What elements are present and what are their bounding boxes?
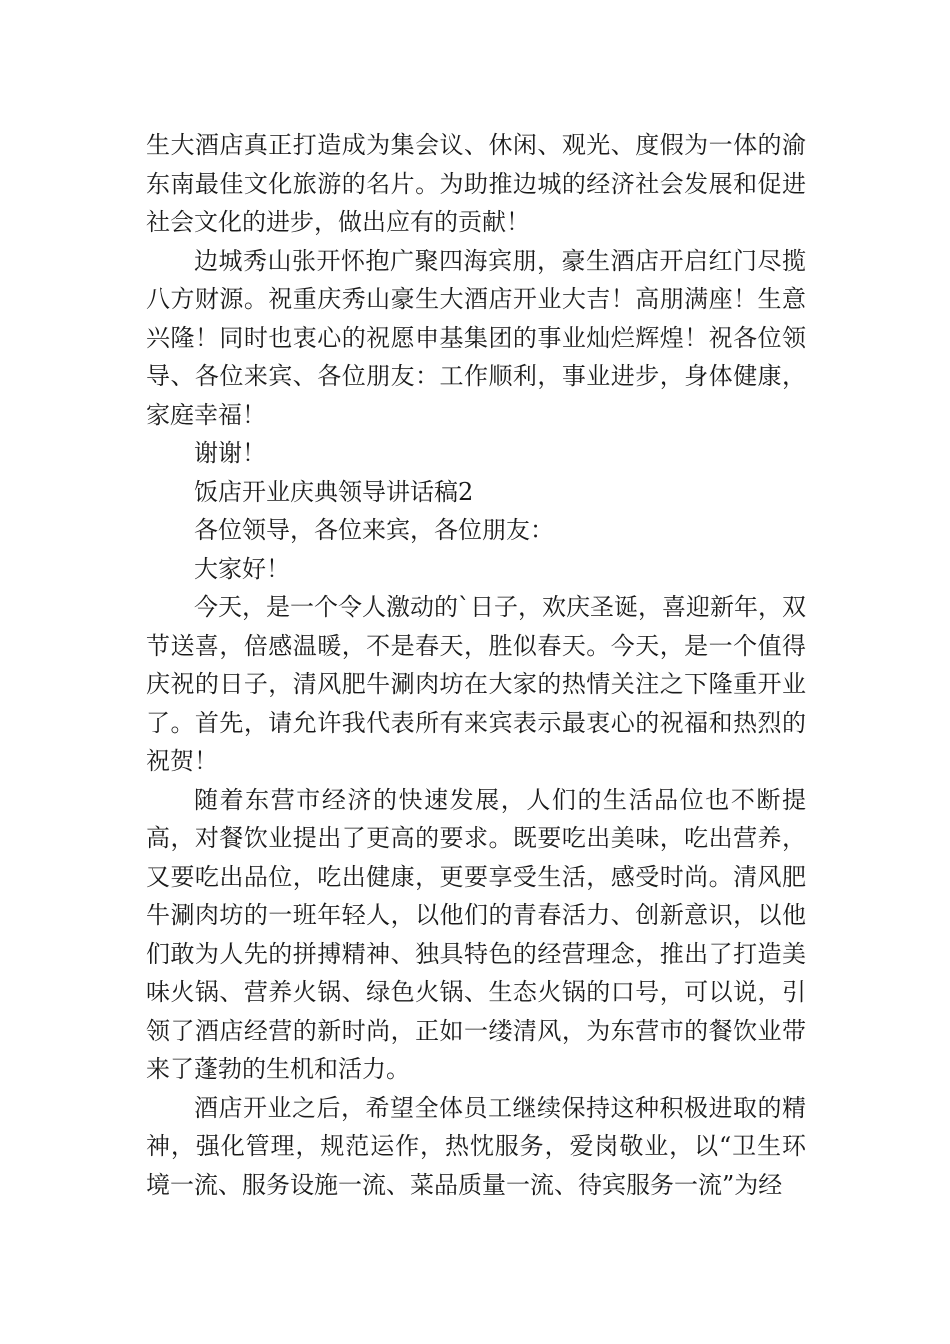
- salutation: 各位领导，各位来宾，各位朋友：: [194, 516, 554, 544]
- document-body: [146, 126, 806, 1204]
- greeting: 大家好！: [194, 554, 290, 583]
- paragraph-1: 生大酒店真正打造成为集会议、休闲、观光、度假为一体的渝东南最佳文化旅游的名片。为助推边城的经济社会发展和促进社会文化的进步，做出应有的贡献！: [146, 131, 806, 236]
- section-title: 饭店开业庆典领导讲话稿2: [194, 477, 474, 506]
- paragraph-8: 随着东营市经济的快速发展，人们的生活品位也不断提高，对餐饮业提出了更高的要求。既要吃出美味，吃出营养，又要吃出品位，吃出健康，更要享受生活，感受时尚。清风肥牛涮肉坊的一班年轻人，以他们的青春活力、创新意识，以他们敢为人先的拼搏精神、独具特色的经营理念，推出了打造美味火锅、营养火锅、绿色火锅、生态火锅的口号，可以说，引领了酒店经营的新时尚，正如一缕清风，为东营市的餐饮业带来了蓬勃的生机和活力。: [146, 785, 806, 1083]
- paragraph-3: 谢谢！: [194, 439, 266, 467]
- paragraph-7: 今天，是一个令人激动的`日子，欢庆圣诞，喜迎新年，双节送喜，倍感温暖，不是春天，胜似春天。今天，是一个值得庆祝的日子，清风肥牛涮肉坊在大家的热情关注之下隆重开业了。首先，请允许我代表所有来宾表示最衷心的祝福和热烈的祝贺！: [146, 593, 806, 775]
- paragraph-2: 边城秀山张开怀抱广聚四海宾朋，豪生酒店开启红门尽揽八方财源。祝重庆秀山豪生大酒店开业大吉！高朋满座！生意兴隆！同时也衷心的祝愿申基集团的事业灿烂辉煌！祝各位领导、各位来宾、各位朋友：工作顺利，事业进步，身体健康，家庭幸福！: [146, 246, 806, 429]
- paragraph-9: 酒店开业之后，希望全体员工继续保持这种积极进取的精神，强化管理，规范运作，热忱服务，爱岗敬业，以“卫生环境一流、服务设施一流、菜品质量一流、待宾服务一流”为经: [146, 1093, 806, 1199]
